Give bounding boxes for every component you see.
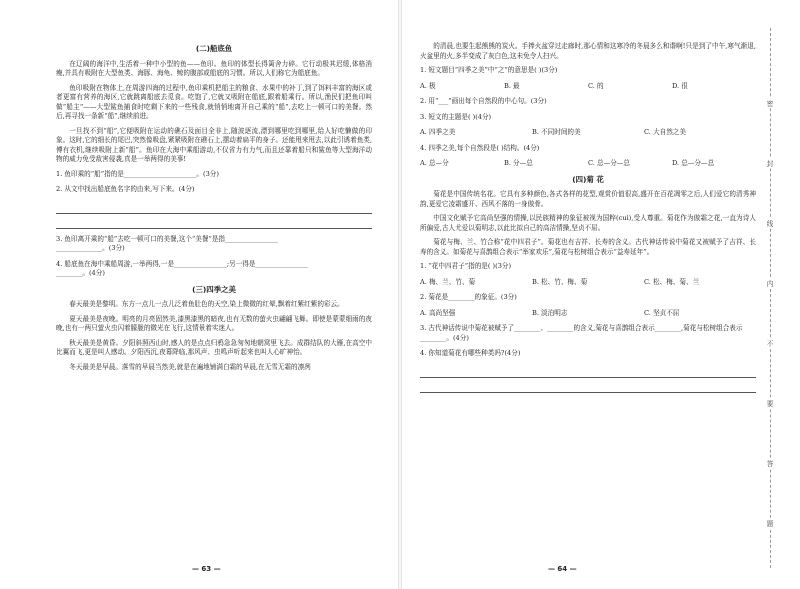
seal-char: 封: [762, 158, 778, 168]
question-4-text: 4. 船底鱼在海中乘船周游,一举两得,一是________________;另一得是________________: [56, 259, 309, 268]
question-r2: 2. 用“___”画出每个自然段的中心句。(3分): [420, 97, 547, 105]
option[interactable]: A. 总—分: [420, 159, 449, 167]
question-r4-options: [420, 159, 756, 169]
option[interactable]: C. 大自然之美: [644, 128, 686, 136]
section-4-paragraph-2: 中国文化赋予它高尚坚强的情操,以民族精神的象征被视为国粹(cuì),受人尊重。菊花作为傲霜之花,一直为诗人所偏爱,古人尤爱以菊明志,以此比拟自己的高洁情操,坚贞不屈。: [420, 214, 756, 232]
left-column: [56, 40, 372, 377]
answer-line[interactable]: [420, 365, 756, 378]
question-r8: 4. 你知道菊花有哪些种类吗?(4分): [420, 349, 521, 357]
seal-char: 线: [762, 218, 778, 228]
seal-char: 题: [762, 518, 778, 528]
section-4-paragraph-3: 菊花与梅、兰、竹合称“花中四君子”。菊花也有吉祥、长寿的含义。古代神话传说中菊花又被赋予了吉祥、长寿的含义。如菊花与喜鹊组合表示“举家欢乐”,菊花与松树组合表示“益寿延年”。: [420, 238, 756, 256]
question-r3-options: [420, 128, 756, 138]
seal-line: [770, 28, 772, 568]
section-4-paragraph-1: 菊花是中国传统名花。它具有多种颜色,各式各样的花型,观赏价值很高,盛开在百花凋零之后,人们爱它的清秀神韵,更爱它凌霜盛开、西风不落的一身傲骨。: [420, 190, 756, 208]
question-r4: 4. 四季之美,每个自然段是( )结构。(4分): [420, 143, 540, 152]
option[interactable]: B. 松、竹、梅、菊: [532, 277, 588, 286]
question-1: 1. 鱼印乘的“船”指的是______________________。(3分): [56, 169, 219, 178]
seal-char: 密: [762, 98, 778, 108]
seal-char: 要: [762, 398, 778, 408]
section-3-paragraph-1: 春天最美是黎明。东方一点儿一点儿泛着鱼肚色的天空,染上微微的红晕,飘着红紫红紫的彩云。: [69, 300, 344, 308]
option[interactable]: C. 的: [588, 81, 604, 90]
section-2-paragraph-2: 鱼印吸附在物体上,在周游四海的过程中,鱼印乘机把船主的粮食、水果中的补丁,到了饵料丰富的海区或者更富有营养的海区,它就跳离船底去觅食。吃饱了,它就又吸附在船底,跟着船乘行。所以,渔民们把鱼印叫做“船主”——大型鲨鱼捕食时吃剩下来的一些残食,就悄悄地离开自己乘的“船”,去吃上一顿可口的美餐。然后,再寻找一条新“船”,继续前进。: [56, 83, 372, 120]
page-number-64: — 64 —: [548, 565, 577, 573]
question-4: [56, 260, 372, 279]
question-r7: 3. 古代神话传说中菊花被赋予了________、________的含义,菊花与喜鹊组合表示________,菊花与松树组合表示________。(4分): [420, 324, 743, 342]
section-2-paragraph-1: 在辽阔的海洋中,生活着一种中小型的鱼——鱼印。鱼印的体型长得篱舍力碎。它行动极其迟缓,体格消瘦,并具有吸附在大型鱼类、海豚、海龟、鲸的腹部或船底的习惯。所以,人们称它为船底鱼。: [56, 59, 372, 77]
option[interactable]: B. 不同时间的美: [532, 128, 581, 136]
right-page: [400, 0, 800, 589]
question-r1-options: [420, 82, 756, 92]
answer-line[interactable]: [56, 201, 372, 214]
option[interactable]: A. 四季之美: [420, 128, 456, 136]
seal-char: 不: [762, 338, 778, 348]
option[interactable]: A. 高尚坚强: [420, 308, 456, 317]
question-2: 2. 从文中找出船底鱼名字的由来,写下来。(4分): [56, 185, 195, 193]
option[interactable]: C. 松、梅、菊、兰: [644, 277, 700, 286]
question-3-text: 3. 鱼印离开乘的“船”去吃一顿可口的美餐,这个“美餐”是指________________: [56, 234, 278, 243]
option[interactable]: C. 总—分—总: [588, 159, 630, 167]
question-r1: 1. 短文题目“四季之美”中“之”的意思是( )(3分): [420, 66, 558, 74]
question-3-text-cont: ______________。(3分): [56, 244, 125, 252]
option[interactable]: A. 极: [420, 81, 436, 90]
question-4-text-cont: ________。(4分): [56, 269, 105, 277]
section-3-paragraph-3: 秋天最美是黄昏。夕阳斜照西山时,感人的是点点归鸦急急匆匆地朝窝里飞去。成群结队的大雁,在高空中比翼而飞,更是叫人感动。夕阳西沉,夜幕降临,那风声、虫鸣声听起来也叫人心旷神怡。: [56, 338, 372, 356]
question-r6: 2. 菊花是________的象征。(3分): [420, 293, 517, 301]
section-2-title: (二)船底鱼: [195, 44, 233, 53]
question-r5-options: [420, 278, 756, 288]
section-4-title: (四)菊 花: [572, 174, 604, 184]
right-column: [420, 42, 756, 395]
answer-line[interactable]: [56, 216, 372, 229]
question-r3: 3. 短文的主题是( )(4分): [420, 112, 492, 121]
answer-line[interactable]: [420, 380, 756, 393]
section-2-paragraph-3: 一旦找不到“船”,它便吸附在运动的礁石及面目全非上,随波逐流,漂到哪里吃到哪里,给人好吃懒做的印象。这时,它的细长的尾巴,突然像吸盘,紧紧吸附在礁石上,摆动着扁平的身子。还能甩来甩去,以此引诱着鱼类,傅有衣机,继续吸附上新“船”。鱼印在大海中乘船游动,不仅省力有力气,而且还靠着船只和鲨鱼等大型海洋动物的威力免受敌害侵袭,真是一举两得的美事!: [56, 126, 372, 163]
question-r6-options: [420, 309, 756, 319]
section-3-paragraph-2: 夏天最美是夜晚。明亮的月亮固然美,漆黑漆黑的暗夜,也有无数的萤火虫翩翩飞舞。即使是蒙蒙细雨的夜晚,也有一两只萤火虫闪着朦胧的微光在飞行,这情景着实迷人。: [56, 314, 372, 332]
option[interactable]: B. 最: [504, 81, 520, 90]
option[interactable]: B. 淡泊明志: [532, 308, 568, 317]
question-3: [56, 235, 372, 254]
seal-char: 答: [762, 458, 778, 468]
option[interactable]: D. 总—分—总: [672, 159, 715, 167]
option[interactable]: A. 梅、兰、竹、菊: [420, 277, 476, 286]
option[interactable]: C. 坚贞不屈: [644, 308, 680, 317]
section-3-continued: 的清晨,也要生起熊熊的炭火。手捧火盆穿过走廊时,那心情和这寒冷的冬晨多么和谐啊!只是到了中午,寒气渐退,火盆里的火,多半变成了灰白色,这未免令人扫兴。: [420, 42, 756, 60]
section-3-paragraph-4: 冬天最美是早晨。落雪的早晨当然美,就是在遍地铺满白霜的早晨,在无雪无霜的凛冽: [69, 362, 311, 371]
page-number-63: — 63 —: [192, 565, 221, 573]
option[interactable]: D. 很: [672, 81, 688, 90]
question-r5: 1. “花中四君子”指的是( )(3分): [420, 262, 512, 270]
section-3-title: (三)四季之美: [192, 284, 236, 294]
seal-char: 内: [762, 278, 778, 288]
option[interactable]: B. 分—总: [504, 159, 533, 167]
